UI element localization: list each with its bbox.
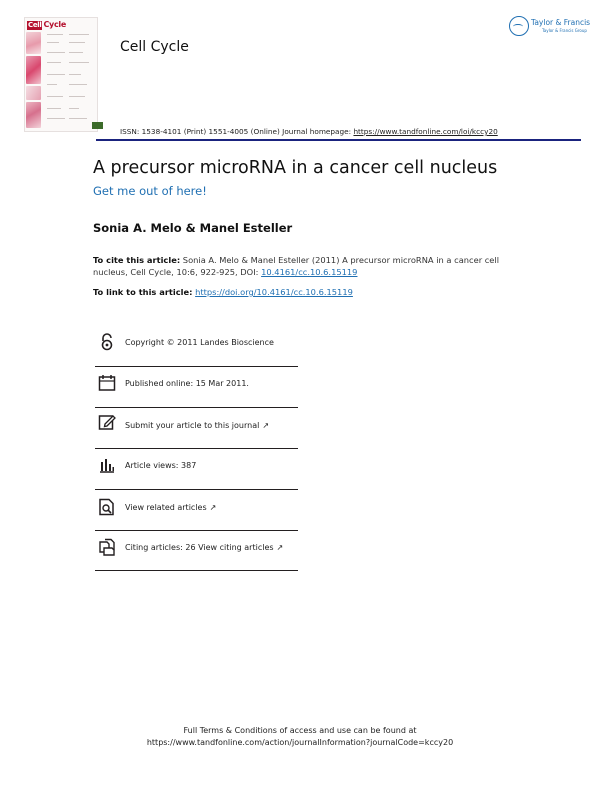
terms-url-link[interactable]: https://www.tandfonline.com/action/journalInformation?journalCode=kccy20: [146, 738, 454, 747]
row-divider: [95, 489, 298, 490]
external-link-icon: ↗: [209, 503, 217, 512]
article-authors: Sonia A. Melo & Manel Esteller: [93, 221, 293, 235]
external-link-icon: ↗: [262, 421, 270, 430]
citing-articles-icon: [98, 538, 116, 556]
journal-name[interactable]: Cell Cycle: [120, 39, 189, 55]
article-title: A precursor microRNA in a cancer cell nucleus: [93, 158, 498, 178]
publisher-logo-icon: [509, 16, 529, 36]
article-url-link[interactable]: https://doi.org/10.4161/cc.10.6.15119: [195, 287, 353, 297]
external-link-icon: ↗: [276, 543, 284, 552]
article-subtitle: Get me out of here!: [93, 184, 207, 198]
article-link-line: To link to this article: https://doi.org/10.4161/cc.10.6.15119: [93, 287, 353, 297]
row-divider: [95, 570, 298, 571]
copyright-text: Copyright © 2011 Landes Bioscience: [125, 338, 274, 347]
footer-terms: Full Terms & Conditions of access and use can be found at https://www.tandfonline.com/action/journalInformation?journalCode=kccy20: [100, 725, 500, 749]
publisher-logo[interactable]: Taylor & Francis Taylor & Francis Group: [509, 16, 589, 38]
row-divider: [95, 366, 298, 367]
related-articles-icon: [98, 498, 116, 516]
journal-cover-image: [24, 17, 98, 132]
bar-chart-icon: [98, 456, 116, 474]
submit-article-link[interactable]: Submit your article to this journal ↗: [125, 421, 270, 430]
edit-icon: [98, 413, 116, 431]
open-access-lock-icon: [98, 333, 116, 351]
issn-line: ISSN: 1538-4101 (Print) 1551-4005 (Online) Journal homepage: https://www.tandfonline.com/loi/kccy20: [120, 127, 498, 136]
cover-logo: Cell Cycle: [28, 20, 66, 29]
row-divider: [95, 530, 298, 531]
doi-link[interactable]: 10.4161/cc.10.6.15119: [261, 267, 358, 277]
published-date: Published online: 15 Mar 2011.: [125, 379, 249, 388]
view-related-link[interactable]: View related articles ↗: [125, 503, 217, 512]
citation-block: To cite this article: Sonia A. Melo & Manel Esteller (2011) A precursor microRNA in a cancer cell nucleus, Cell Cycle, 10:6, 922-925, DOI: 10.4161/cc.10.6.15119: [93, 255, 500, 277]
row-divider: [95, 407, 298, 408]
journal-homepage-link[interactable]: https://www.tandfonline.com/loi/kccy20: [353, 127, 498, 136]
cover-publisher-mark: [92, 122, 103, 129]
article-views: Article views: 387: [125, 461, 197, 470]
header-divider: [96, 139, 581, 141]
calendar-icon: [98, 374, 116, 392]
row-divider: [95, 448, 298, 449]
citing-articles-link[interactable]: Citing articles: 26 View citing articles ↗: [125, 543, 284, 552]
